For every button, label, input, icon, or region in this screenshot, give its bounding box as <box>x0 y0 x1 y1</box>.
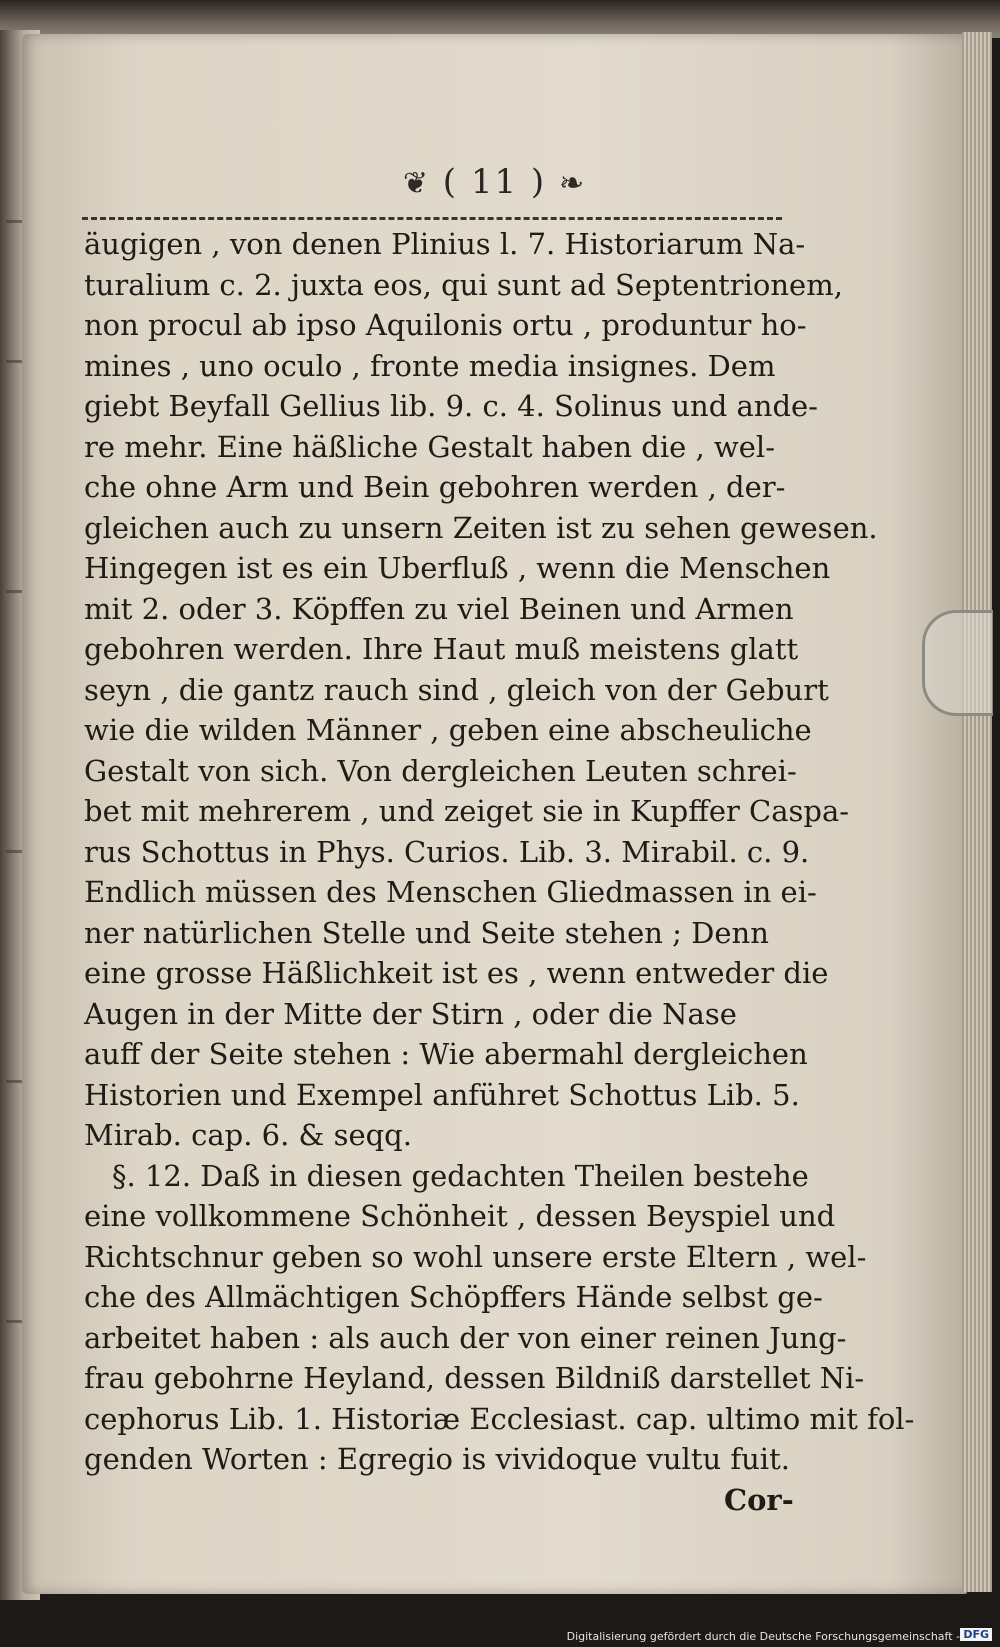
text-line: §. 12. Daß in diesen gedachten Theilen bestehe <box>112 1158 809 1193</box>
text-line: wie die wilden Männer , geben eine abscheuliche <box>84 713 812 747</box>
text-line: mit 2. oder 3. Köpffen zu viel Beinen und Armen <box>84 591 794 626</box>
text-line: giebt Beyfall Gellius lib. 9. c. 4. Solinus und ande- <box>84 389 818 423</box>
text-line: che des Allmächtigen Schöpffers Hände selbst ge- <box>84 1280 823 1314</box>
funding-credit: Digitalisierung gefördert durch die Deutsche Forschungsgemeinschaft - <box>566 1630 960 1643</box>
page-number: ( 11 ) <box>442 162 547 202</box>
text-line: turalium c. 2. juxta eos, qui sunt ad Septentrionem, <box>84 267 843 302</box>
text-line: äugigen , von denen Plinius l. 7. Historiarum Na- <box>84 227 806 261</box>
text-line: bet mit mehrerem , und zeiget sie in Kupffer Caspa- <box>84 794 850 828</box>
text-line: frau gebohrne Heyland, dessen Bildniß darstellet Ni- <box>84 1361 865 1395</box>
text-line: Mirab. cap. 6. & seqq. <box>84 1118 412 1152</box>
book-clip <box>922 610 993 716</box>
text-line: arbeitet haben : als auch der von einer reinen Jung- <box>84 1320 847 1355</box>
text-line: eine vollkommene Schönheit , dessen Beyspiel und <box>84 1199 836 1233</box>
text-line: Hingegen ist es ein Uberfluß , wenn die Menschen <box>84 551 831 585</box>
text-line: eine grosse Häßlichkeit ist es , wenn entweder die <box>84 956 829 990</box>
text-line: seyn , die gantz rauch sind , gleich von der Geburt <box>84 672 829 707</box>
book-top-edge <box>0 0 1000 38</box>
text-line: re mehr. Eine häßliche Gestalt haben die , wel- <box>84 429 775 464</box>
text-line: genden Worten : Egregio is vividoque vultu fuit. <box>84 1442 790 1476</box>
text-line: Richtschnur geben so wohl unsere erste Eltern , wel- <box>84 1239 867 1274</box>
header-rule <box>82 217 782 220</box>
text-line: che ohne Arm und Bein gebohren werden , der- <box>84 470 786 504</box>
text-line: non procul ab ipso Aquilonis ortu , produntur ho- <box>84 308 807 342</box>
text-line: Endlich müssen des Menschen Gliedmassen in ei- <box>84 875 817 909</box>
text-line: rus Schottus in Phys. Curios. Lib. 3. Mirabil. c. 9. <box>84 834 810 869</box>
text-line: Augen in der Mitte der Stirn , oder die Nase <box>84 996 737 1031</box>
body-text <box>84 224 915 1520</box>
text-line: Gestalt von sich. Von dergleichen Leuten schrei- <box>84 753 797 788</box>
page-block-edge <box>962 32 992 1592</box>
book-page <box>22 34 967 1594</box>
catchword: Cor- <box>724 1482 794 1517</box>
dfg-logo: DFG <box>960 1628 992 1641</box>
text-line: Historien und Exempel anführet Schottus Lib. 5. <box>84 1077 800 1112</box>
running-header <box>22 162 967 202</box>
text-line: ner natürlichen Stelle und Seite stehen ; Denn <box>84 915 769 950</box>
ornament-left-icon: ❦ <box>402 166 430 201</box>
text-line: mines , uno oculo , fronte media insignes. Dem <box>84 348 776 383</box>
text-line: gleichen auch zu unsern Zeiten ist zu sehen gewesen. <box>84 510 878 545</box>
text-line: cephorus Lib. 1. Historiæ Ecclesiast. cap. ultimo mit fol- <box>84 1401 915 1436</box>
text-line: auff der Seite stehen : Wie abermahl dergleichen <box>84 1037 808 1071</box>
text-line: gebohren werden. Ihre Haut muß meistens glatt <box>84 632 799 666</box>
ornament-right-icon: ❧ <box>559 166 587 201</box>
